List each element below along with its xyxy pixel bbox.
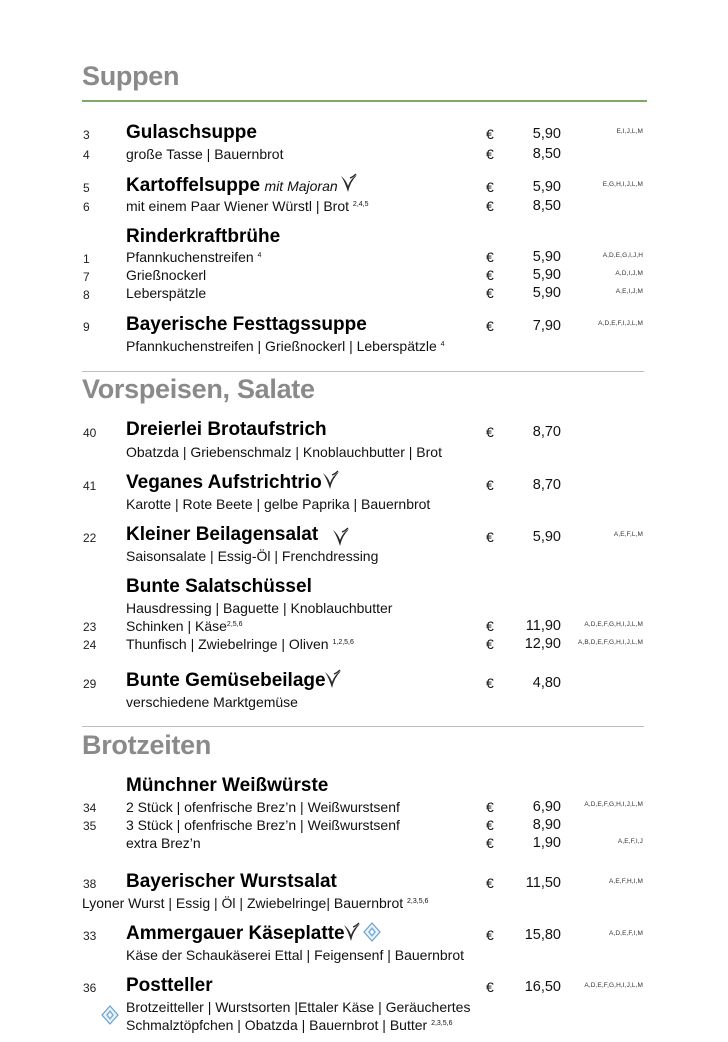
currency-symbol: € [486, 477, 494, 493]
item-number: 35 [83, 819, 97, 833]
item-price: 15,80 [524, 927, 561, 943]
currency-symbol: € [486, 424, 494, 440]
item-allergens: A,D,E,F,I,J,L,M [598, 320, 643, 327]
item-description: 2 Stück | ofenfrische Brez’n | Weißwurstsenf [126, 799, 400, 815]
section-divider [82, 100, 647, 102]
item-title: Gulaschsuppe [126, 122, 257, 143]
item-description: Grießnockerl [126, 267, 207, 283]
item-allergens: A,D,I,J,M [615, 270, 643, 277]
currency-symbol: € [486, 249, 494, 265]
currency-symbol: € [486, 875, 494, 891]
item-allergens: A,E,F,L,M [613, 531, 643, 538]
item-title: Ammergauer Käseplatte [126, 923, 345, 944]
currency-symbol: € [486, 927, 494, 943]
item-number: 4 [83, 148, 90, 162]
item-description: extra Brez’n [126, 835, 201, 851]
item-description-text: Pfannkuchenstreifen | Grießnockerl | Leberspätzle [126, 338, 437, 354]
item-title: Veganes Aufstrichtrio [126, 472, 322, 493]
item-price: 5,90 [532, 529, 561, 545]
item-description: Karotte | Rote Beete | gelbe Paprika | Bauernbrot [126, 496, 431, 512]
item-description [126, 1017, 453, 1033]
additive-marker: 2,3,5,6 [431, 1020, 453, 1027]
item-description [126, 618, 243, 634]
item-price: 5,90 [532, 249, 561, 265]
additive-marker: 1,2,5,6 [332, 639, 354, 646]
item-title: Postteller [126, 975, 213, 996]
item-title: Münchner Weißwürste [126, 775, 329, 796]
item-description: Obatzda | Griebenschmalz | Knoblauchbutter | Brot [126, 444, 442, 460]
currency-symbol: € [486, 179, 494, 195]
item-description: Hausdressing | Baguette | Knoblauchbutter [126, 600, 393, 616]
item-title-note: mit Majoran [264, 178, 338, 194]
item-allergens: A,E,F,H,I,M [609, 878, 643, 885]
item-number: 33 [83, 929, 97, 943]
item-allergens: A,D,E,G,I,J,H [602, 252, 643, 259]
item-title-line [126, 175, 338, 197]
currency-symbol: € [486, 636, 494, 652]
item-number: 8 [83, 288, 90, 302]
item-description: Saisonsalate | Essig-Öl | Frenchdressing [126, 548, 379, 564]
item-allergens: A,E,F,I,J [617, 838, 643, 845]
additive-marker: 2,3,5,6 [407, 898, 429, 905]
item-allergens: E,I,J,L,M [616, 128, 643, 135]
additive-marker: 4 [257, 252, 262, 259]
currency-symbol: € [486, 198, 494, 214]
item-number: 36 [83, 981, 97, 995]
additive-marker: 4 [440, 341, 445, 348]
item-title: Bayerischer Wurstsalat [126, 871, 337, 892]
section-divider [82, 371, 644, 372]
item-description: Leberspätzle [126, 285, 207, 301]
additive-marker: 2,5,6 [226, 621, 243, 628]
currency-symbol: € [486, 979, 494, 995]
item-allergens: A,D,E,F,I,M [609, 930, 643, 937]
currency-symbol: € [486, 146, 494, 162]
item-price: 7,90 [532, 318, 561, 334]
item-price: 4,80 [532, 675, 561, 691]
item-title: Dreierlei Brotaufstrich [126, 419, 327, 440]
item-description-text: Pfannkuchenstreifen [126, 249, 254, 265]
item-price: 11,90 [525, 618, 561, 634]
item-price: 8,50 [532, 146, 561, 162]
section-title-suppen: Suppen [82, 61, 180, 91]
item-price: 5,90 [532, 179, 561, 195]
item-price: 8,70 [532, 477, 561, 493]
item-title: Bayerische Festtagssuppe [126, 314, 367, 335]
currency-symbol: € [486, 675, 494, 691]
item-title: Kartoffelsuppe [126, 175, 261, 196]
item-allergens: A,D,E,F,G,H,I,J,L,M [584, 982, 643, 989]
item-description [126, 636, 354, 652]
section-title-vorspeisen: Vorspeisen, Salate [82, 374, 315, 404]
item-title: Kleiner Beilagensalat [126, 524, 319, 545]
item-description-text: Thunfisch | Zwiebelringe | Oliven [126, 636, 329, 652]
item-description: große Tasse | Bauernbrot [126, 146, 284, 162]
item-price: 5,90 [532, 285, 561, 301]
item-price: 8,70 [532, 424, 561, 440]
item-number: 6 [83, 200, 90, 214]
item-description-text: mit einem Paar Wiener Würstl | Brot [126, 198, 350, 214]
item-allergens: A,D,E,F,G,H,I,J,L,M [584, 621, 643, 628]
item-description-text: Schmalztöpfchen | Obatzda | Bauernbrot | Butter [126, 1017, 428, 1033]
currency-symbol: € [486, 618, 494, 634]
section-title-brotzeiten: Brotzeiten [82, 730, 212, 760]
currency-symbol: € [486, 126, 494, 142]
currency-symbol: € [486, 529, 494, 545]
item-price: 1,90 [532, 835, 561, 851]
vegan-leaf-icon [320, 469, 342, 491]
item-description [82, 895, 428, 911]
item-title: Bunte Salatschüssel [126, 576, 312, 597]
item-price: 8,50 [532, 198, 561, 214]
item-number: 5 [83, 181, 90, 195]
vegan-leaf-icon [338, 172, 360, 194]
currency-symbol: € [486, 799, 494, 815]
item-title: Rinderkraftbrühe [126, 226, 281, 247]
item-description: verschiedene Marktgemüse [126, 694, 298, 710]
currency-symbol: € [486, 318, 494, 334]
item-number: 34 [83, 801, 97, 815]
item-description-text: Schinken | Käse [126, 618, 227, 634]
additive-marker: 2,4,5 [352, 201, 369, 208]
vegan-leaf-icon [341, 921, 363, 943]
item-price: 16,50 [524, 979, 561, 995]
item-number: 3 [83, 128, 90, 142]
item-number: 1 [83, 252, 90, 266]
item-price: 5,90 [532, 267, 561, 283]
item-description [126, 198, 369, 214]
item-price: 11,50 [525, 875, 561, 891]
item-description: Brotzeitteller | Wurstsorten |Ettaler Käse | Geräuchertes [126, 999, 471, 1015]
currency-symbol: € [486, 267, 494, 283]
item-allergens: E,G,H,I,J,L,M [602, 181, 643, 188]
item-number: 29 [83, 677, 97, 691]
section-divider [82, 726, 644, 727]
item-description [126, 338, 445, 354]
currency-symbol: € [486, 285, 494, 301]
vegan-leaf-icon [330, 526, 352, 548]
item-description-text: Lyoner Wurst | Essig | Öl | Zwiebelringe| Bauernbrot [82, 895, 404, 911]
item-price: 6,90 [532, 799, 561, 815]
item-price: 5,90 [532, 126, 561, 142]
currency-symbol: € [486, 817, 494, 833]
item-description [126, 249, 261, 265]
item-number: 38 [83, 877, 97, 891]
item-number: 9 [83, 320, 90, 334]
item-description: 3 Stück | ofenfrische Brez’n | Weißwurstsenf [126, 817, 400, 833]
vegan-leaf-icon [322, 668, 344, 690]
item-number: 23 [83, 620, 97, 634]
bavarian-diamond-icon [101, 1005, 119, 1025]
item-description: Käse der Schaukäserei Ettal | Feigensenf | Bauernbrot [126, 947, 465, 963]
item-price: 8,90 [532, 817, 561, 833]
item-allergens: A,B,D,E,F,G,H,I,J,L,M [578, 639, 643, 646]
item-allergens: A,D,E,F,G,H,I,J,L,M [584, 801, 643, 808]
item-number: 24 [83, 638, 97, 652]
currency-symbol: € [486, 835, 494, 851]
item-price: 12,90 [524, 636, 561, 652]
item-allergens: A,E,I,J,M [615, 288, 643, 295]
item-number: 7 [83, 270, 90, 284]
item-number: 22 [83, 531, 97, 545]
bavarian-diamond-icon [363, 922, 381, 942]
item-title: Bunte Gemüsebeilage [126, 670, 326, 691]
item-number: 40 [83, 426, 97, 440]
item-number: 41 [83, 479, 97, 493]
